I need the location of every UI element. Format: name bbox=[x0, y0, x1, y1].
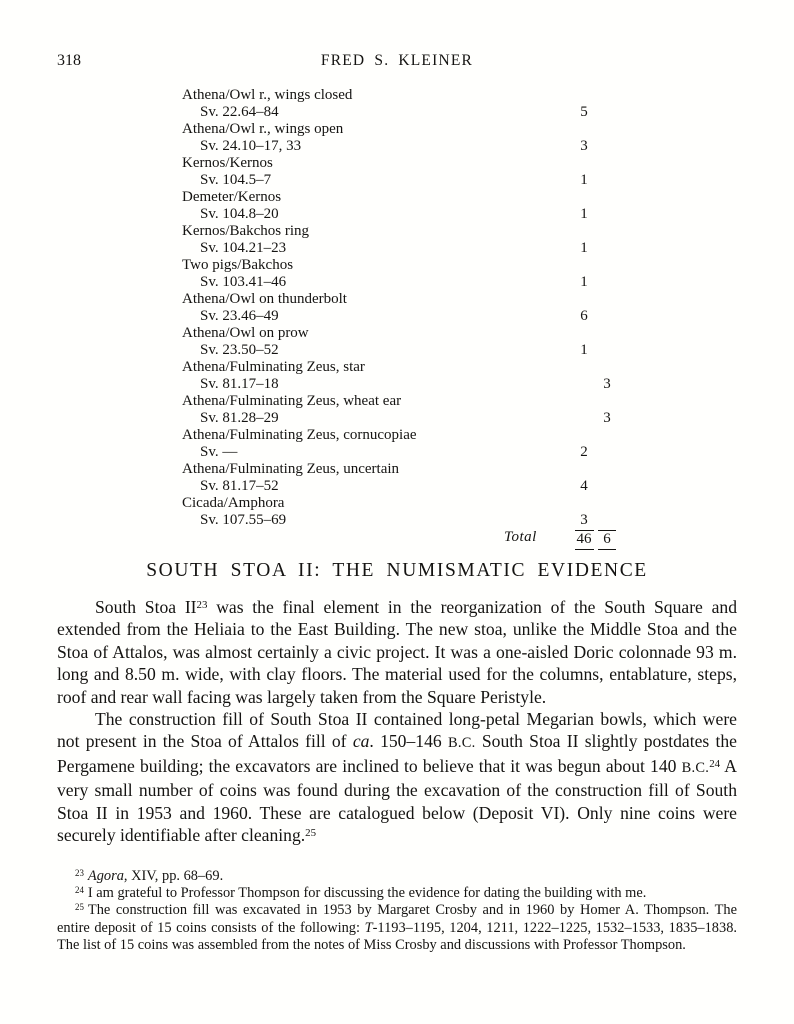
table-total-row bbox=[182, 529, 652, 553]
total-count-column-1: 46 bbox=[566, 530, 602, 550]
catalog-reference: Sv. 103.41–46 bbox=[200, 274, 287, 290]
catalog-line bbox=[182, 512, 652, 529]
footnote-number: 23 bbox=[75, 867, 84, 878]
footnote-25 bbox=[57, 902, 737, 954]
table-row bbox=[182, 427, 652, 461]
catalog-reference: Sv. 81.17–18 bbox=[200, 376, 279, 392]
coin-count: 3 bbox=[603, 410, 611, 426]
footnote-number: 24 bbox=[75, 885, 84, 896]
coin-type-label: Kernos/Kernos bbox=[182, 155, 273, 171]
paragraph-1 bbox=[57, 596, 737, 708]
bc-abbreviation: B.C. bbox=[447, 735, 476, 752]
catalog-reference: Sv. 107.55–69 bbox=[200, 512, 287, 528]
footnote-text: , XIV, pp. 68–69. bbox=[123, 868, 224, 884]
catalog-line bbox=[182, 240, 652, 257]
paragraph-1-text: South Stoa II bbox=[95, 597, 197, 617]
table-row bbox=[182, 461, 652, 495]
total-count-column-2: 6 bbox=[589, 530, 625, 550]
coin-count: 2 bbox=[580, 444, 588, 460]
table-row bbox=[182, 155, 652, 189]
paragraph-2 bbox=[57, 708, 737, 846]
catalog-reference: Sv. 104.21–23 bbox=[200, 240, 287, 256]
coin-count: 4 bbox=[580, 478, 588, 494]
paragraph-2-text: The construction fill of South Stoa II contained long-petal Megarian bowls, which were not present in the Stoa of Attalos fill of bbox=[57, 709, 737, 752]
coin-type-label: Athena/Fulminating Zeus, uncertain bbox=[182, 461, 400, 477]
catalog-reference: Sv. 22.64–84 bbox=[200, 104, 279, 120]
catalog-reference: Sv. 23.50–52 bbox=[200, 342, 279, 358]
catalog-line bbox=[182, 376, 652, 393]
coin-type-label: Demeter/Kernos bbox=[182, 189, 282, 205]
catalog-line bbox=[182, 478, 652, 495]
total-label: Total bbox=[504, 529, 537, 545]
coin-type-label: Cicada/Amphora bbox=[182, 495, 285, 511]
footnote-number: 25 bbox=[75, 902, 84, 913]
coin-count: 1 bbox=[580, 206, 588, 222]
table-row bbox=[182, 495, 652, 529]
running-header bbox=[57, 52, 737, 72]
coin-count: 6 bbox=[580, 308, 588, 324]
table-row bbox=[182, 121, 652, 155]
catalog-reference: Sv. 104.8–20 bbox=[200, 206, 279, 222]
coin-type-label: Athena/Owl on prow bbox=[182, 325, 309, 341]
section-heading: SOUTH STOA II: THE NUMISMATIC EVIDENCE bbox=[146, 560, 648, 581]
table-row bbox=[182, 359, 652, 393]
table-row bbox=[182, 393, 652, 427]
table-row bbox=[182, 257, 652, 291]
catalog-reference: Sv. 104.5–7 bbox=[200, 172, 272, 188]
footnote-24 bbox=[57, 885, 737, 902]
footnote-text: The construction fill was excavated in 1953 by Margaret Crosby and in 1960 by Homer A. Thompson. The entire deposit of 15 coins consists of the following: bbox=[57, 902, 737, 936]
paragraph-1-text: was the final element in the reorganization of the South Square and extended from the Heliaia to the East Building. The new stoa, unlike the Middle Stoa and the Stoa of Attalos, was almost certainly a civic project. It was a one-aisled Doric colonnade 93 m. long and 8.50 m. wide, with clay floors. The material used for the columns, entablature, steps, roof and rear wall facing was largely taken from the Square Peristyle. bbox=[57, 597, 738, 707]
catalog-line bbox=[182, 274, 652, 291]
coin-type-label: Athena/Fulminating Zeus, cornucopiae bbox=[182, 427, 417, 443]
coin-count: 3 bbox=[580, 512, 588, 528]
footnote-ref-24: 24 bbox=[709, 757, 721, 770]
table-row bbox=[182, 325, 652, 359]
catalog-line bbox=[182, 342, 652, 359]
coin-type-label: Athena/Owl r., wings closed bbox=[182, 87, 353, 103]
paragraph-2-text: . 150–146 bbox=[369, 731, 448, 752]
catalog-line bbox=[182, 410, 652, 427]
coin-catalog-prefix: T bbox=[364, 919, 373, 936]
footnote-text: -1193–1195, 1204, 1211, 1222–1225, 1532–1533, 1835–1838. The list of 15 coins was assembled from the notes of Miss Crosby and discussions with Professor Thompson. bbox=[57, 919, 737, 953]
coin-type-label: Athena/Owl on thunderbolt bbox=[182, 291, 347, 307]
table-row bbox=[182, 87, 652, 121]
table-row bbox=[182, 189, 652, 223]
coin-type-label: Athena/Owl r., wings open bbox=[182, 121, 344, 137]
footnote-ref-23: 23 bbox=[196, 599, 208, 612]
coin-type-label: Kernos/Bakchos ring bbox=[182, 223, 310, 239]
coin-count: 3 bbox=[580, 138, 588, 154]
table-row bbox=[182, 291, 652, 325]
running-head-author: FRED S. KLEINER bbox=[320, 52, 474, 69]
coin-tally-table bbox=[182, 87, 652, 553]
catalog-line bbox=[182, 206, 652, 223]
coin-table-rows bbox=[182, 87, 652, 529]
coin-count: 5 bbox=[580, 104, 588, 120]
coin-count: 1 bbox=[580, 172, 588, 188]
coin-count: 1 bbox=[580, 342, 588, 358]
paragraph-2-text: A very small number of coins was found during the excavation of the construction fill of South Stoa II in 1953 and 1960. These are catalogued below (Deposit VI). Only nine coins were securely identifiable after cleaning. bbox=[57, 755, 737, 846]
catalog-reference: Sv. 81.17–52 bbox=[200, 478, 279, 494]
catalog-reference: Sv. 81.28–29 bbox=[200, 410, 279, 426]
catalog-line bbox=[182, 444, 652, 461]
paragraph-2-text: South Stoa II slightly postdates the Pergamene building; the excavators are inclined to believe that it was begun about 140 bbox=[57, 731, 737, 776]
footnote-text: I am grateful to Professor Thompson for discussing the evidence for dating the building with me. bbox=[87, 885, 647, 902]
catalog-reference: Sv. 23.46–49 bbox=[200, 308, 279, 324]
bc-abbreviation: B.C. bbox=[681, 759, 710, 776]
coin-type-label: Two pigs/Bakchos bbox=[182, 257, 294, 273]
cited-work-title: Agora bbox=[87, 868, 124, 884]
catalog-reference: Sv. — bbox=[200, 444, 238, 460]
catalog-line bbox=[182, 308, 652, 325]
coin-count: 3 bbox=[603, 376, 611, 392]
circa-abbreviation: ca bbox=[352, 731, 370, 752]
coin-count: 1 bbox=[580, 274, 588, 290]
coin-count: 1 bbox=[580, 240, 588, 256]
catalog-reference: Sv. 24.10–17, 33 bbox=[200, 138, 302, 154]
body-text bbox=[57, 596, 737, 846]
coin-type-label: Athena/Fulminating Zeus, star bbox=[182, 359, 365, 375]
coin-type-label: Athena/Fulminating Zeus, wheat ear bbox=[182, 393, 402, 409]
catalog-line bbox=[182, 172, 652, 189]
catalog-line bbox=[182, 104, 652, 121]
footnote-23 bbox=[57, 868, 737, 885]
table-row bbox=[182, 223, 652, 257]
catalog-line bbox=[182, 138, 652, 155]
page-number: 318 bbox=[57, 52, 81, 69]
footnotes-section bbox=[57, 868, 737, 954]
footnote-ref-25: 25 bbox=[305, 827, 317, 840]
